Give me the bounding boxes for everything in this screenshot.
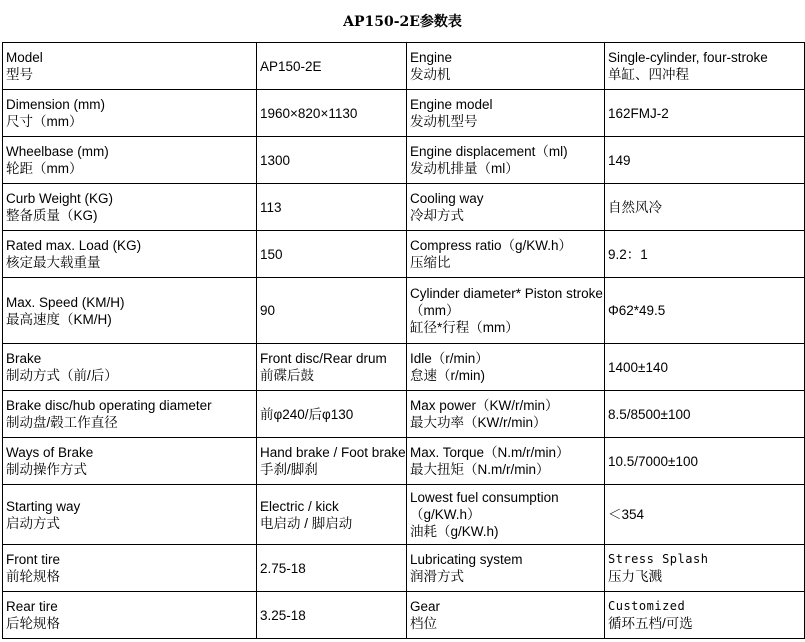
engine-label-zh: 发动机排量（ml） (410, 161, 519, 176)
engine-label-en: Lubricating system (410, 552, 523, 567)
table-row (3, 231, 805, 278)
param-value-cell (257, 545, 407, 592)
param-value: 1300 (260, 152, 291, 168)
engine-value-zh: 压力飞溅 (608, 569, 662, 584)
engine-value-cell (605, 344, 805, 391)
param-value-cell (257, 344, 407, 391)
engine-value: ＜354 (608, 507, 645, 522)
engine-label-zh: 怠速（r/min) (410, 368, 485, 383)
param-label-en: Rear tire (6, 599, 58, 614)
engine-value-cell (605, 592, 805, 639)
engine-label-en: Compress ratio（g/KW.h） (410, 238, 573, 253)
spec-table-body (3, 43, 805, 639)
engine-label-cell (407, 344, 605, 391)
table-row (3, 184, 805, 231)
table-row (3, 438, 805, 485)
param-label-zh: 前轮规格 (6, 569, 60, 584)
param-label-cell (3, 278, 257, 344)
table-row (3, 592, 805, 639)
engine-label-en: Cylinder diameter* Piston stroke（mm） (410, 286, 603, 318)
param-value: 2.75-18 (260, 560, 306, 576)
engine-label-zh: 最大功率（KW/r/min） (410, 415, 547, 430)
engine-label-zh: 油耗（g/KW.h) (410, 524, 499, 539)
engine-value: 149 (608, 152, 631, 168)
param-value-cell (257, 485, 407, 545)
param-label-zh: 制动盘/毂工作直径 (6, 415, 118, 430)
engine-value-cell (605, 438, 805, 485)
param-label-cell (3, 231, 257, 278)
engine-label-cell (407, 231, 605, 278)
engine-value-cell (605, 278, 805, 344)
table-row (3, 90, 805, 137)
engine-value-en: Single-cylinder, four-stroke (608, 50, 768, 65)
param-value-en: Front disc/Rear drum (260, 351, 387, 366)
engine-value-cell (605, 231, 805, 278)
engine-value: Φ62*49.5 (608, 303, 666, 318)
param-label-cell (3, 184, 257, 231)
table-row (3, 43, 805, 90)
param-label-en: Wheelbase (mm) (6, 144, 109, 159)
engine-label-en: Max. Torque（N.m/r/min） (410, 445, 570, 460)
engine-label-zh: 发动机 (410, 67, 451, 82)
param-value: 1960×820×1130 (260, 105, 358, 121)
param-label-en: Starting way (6, 498, 81, 514)
param-label-en: Brake disc/hub operating diameter (6, 398, 212, 413)
engine-label-en: Engine model (410, 97, 493, 112)
param-value-zh: 电启动 / 脚启动 (260, 515, 353, 531)
engine-label-cell (407, 485, 605, 545)
engine-value-cell (605, 184, 805, 231)
engine-value: 10.5/7000±100 (608, 453, 698, 469)
engine-label-en: Lowest fuel consumption（g/KW.h） (410, 490, 559, 522)
table-row (3, 278, 805, 344)
engine-value: 162FMJ-2 (608, 105, 669, 121)
param-label-zh: 型号 (6, 67, 33, 82)
param-label-cell (3, 137, 257, 184)
engine-label-en: Cooling way (410, 191, 484, 206)
table-row (3, 485, 805, 545)
engine-label-cell (407, 90, 605, 137)
engine-value-cell (605, 545, 805, 592)
param-label-en: Ways of Brake (6, 445, 94, 460)
engine-label-en: Max power（KW/r/min） (410, 398, 559, 413)
engine-label-cell (407, 592, 605, 639)
engine-label-zh: 冷却方式 (410, 208, 464, 223)
engine-value-cell (605, 391, 805, 438)
param-label-cell (3, 90, 257, 137)
page-title: AP150-2E参数表 (343, 14, 462, 30)
table-row (3, 545, 805, 592)
engine-label-en: Idle（r/min） (410, 351, 489, 366)
param-value-cell (257, 184, 407, 231)
engine-value-en: Stress Splash (608, 552, 709, 566)
table-row (3, 344, 805, 391)
param-label-cell (3, 391, 257, 438)
param-value: 3.25-18 (260, 607, 306, 623)
param-value-cell (257, 391, 407, 438)
engine-value: 9.2：1 (608, 246, 648, 262)
param-label-zh: 整备质量（KG) (6, 208, 98, 223)
param-value-cell (257, 43, 407, 90)
param-value: 90 (260, 303, 276, 318)
engine-label-en: Engine displacement（ml) (410, 144, 568, 159)
engine-label-cell (407, 137, 605, 184)
param-label-en: Curb Weight (KG) (6, 191, 114, 206)
engine-label-zh: 缸径*行程（mm） (410, 320, 519, 335)
param-value: 113 (260, 199, 282, 215)
engine-label-zh: 润滑方式 (410, 569, 464, 584)
param-label-cell (3, 43, 257, 90)
param-label-en: Front tire (6, 552, 61, 567)
param-value-clip (260, 444, 406, 478)
param-value-cell (257, 278, 407, 344)
table-row (3, 391, 805, 438)
engine-value: 8.5/8500±100 (608, 406, 691, 422)
spec-table (2, 42, 805, 639)
param-value-cell (257, 592, 407, 639)
param-value-cell (257, 231, 407, 278)
param-value-zh: 前碟后鼓 (260, 368, 314, 383)
engine-label-en: Gear (410, 599, 441, 614)
param-label-en: Dimension (mm) (6, 97, 106, 112)
engine-label-zh: 档位 (410, 616, 437, 631)
engine-value-zh: 单缸、四冲程 (608, 67, 689, 82)
param-label-zh: 启动方式 (6, 515, 60, 531)
engine-label-en: Engine (410, 50, 453, 65)
param-label-zh: 轮距（mm） (6, 161, 83, 176)
param-value-en: Hand brake / Foot brake (260, 445, 406, 460)
engine-value-cell (605, 90, 805, 137)
engine-label-cell (407, 545, 605, 592)
engine-label-cell (407, 278, 605, 344)
param-label-cell (3, 485, 257, 545)
engine-value: 1400±140 (608, 359, 668, 375)
param-value: 150 (260, 246, 283, 262)
engine-value-cell (605, 137, 805, 184)
param-value-en: Electric / kick (260, 498, 339, 514)
param-value-cell (257, 137, 407, 184)
param-label-zh: 最高速度（KM/H) (6, 311, 112, 327)
param-label-zh: 核定最大载重量 (6, 255, 101, 270)
param-value: AP150-2E (260, 58, 322, 74)
engine-value-cell (605, 485, 805, 545)
param-value: 前φ240/后φ130 (260, 406, 354, 422)
engine-label-cell (407, 43, 605, 90)
param-label-en: Rated max. Load (KG) (6, 238, 142, 253)
param-label-cell (3, 438, 257, 485)
table-row (3, 137, 805, 184)
engine-value-zh: 循环五档/可选 (608, 616, 693, 631)
param-value-cell (257, 438, 407, 485)
param-label-en: Model (6, 50, 43, 65)
engine-value: 自然风冷 (608, 199, 662, 215)
param-label-en: Brake (6, 351, 42, 366)
engine-label-zh: 最大扭矩（N.m/r/min） (410, 462, 550, 477)
param-label-cell (3, 344, 257, 391)
engine-label-zh: 压缩比 (410, 255, 451, 270)
param-label-zh: 尺寸（mm） (6, 114, 83, 129)
engine-value-en: Customized (608, 599, 686, 613)
param-label-cell (3, 592, 257, 639)
engine-value-cell (605, 43, 805, 90)
engine-label-cell (407, 184, 605, 231)
param-label-zh: 制动操作方式 (6, 462, 87, 477)
param-label-en: Max. Speed (KM/H) (6, 294, 125, 310)
engine-label-zh: 发动机型号 (410, 114, 478, 129)
param-label-zh: 制动方式（前/后） (6, 368, 118, 383)
param-label-zh: 后轮规格 (6, 616, 60, 631)
param-label-cell (3, 545, 257, 592)
param-value-zh: 手刹/脚刹 (260, 462, 318, 477)
param-value-cell (257, 90, 407, 137)
engine-label-cell (407, 391, 605, 438)
engine-label-cell (407, 438, 605, 485)
